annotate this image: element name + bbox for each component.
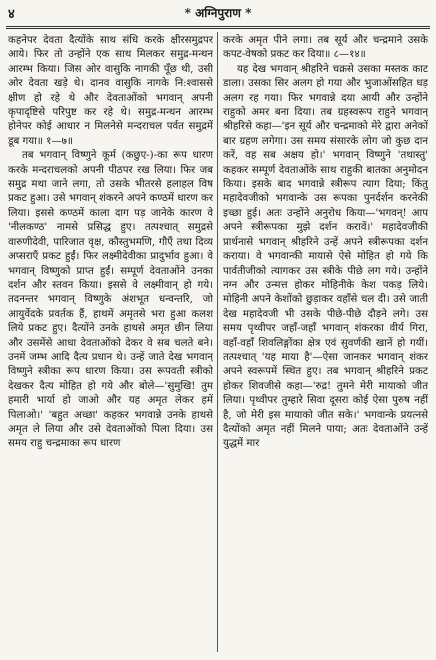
header-rule <box>6 26 430 27</box>
paragraph: तब भगवान् विष्णुने कूर्म (कछुए-)-का रूप धारण करके मन्दराचलको अपनी पीठपर रख लिया। फिर जब समुद्र मथा जाने लगा, तो उसके भीतरसे हलाहल विष प्रकट हुआ। उसे भगवान् शंकरने अपने कण्ठमें धारण कर लिया। इससे कण्ठमें काला दाग पड़ जानेके कारण वे 'नीलकण्ठ' नामसे प्रसिद्ध हुए। तत्पश्चात् समुद्रसे वारुणीदेवी, पारिजात वृक्ष, कौस्तुभमणि, गौएँ तथा दिव्य अप्सराएँ प्रकट हुईं। फिर लक्ष्मीदेवीका प्रादुर्भाव हुआ। वे भगवान् विष्णुको प्राप्त हुईं। सम्पूर्ण देवताओंने उनका दर्शन और स्तवन किया। इससे वे लक्ष्मीवान् हो गये। तदनन्तर भगवान् विष्णुके अंशभूत धन्वन्तरि, जो आयुर्वेदके प्रवर्तक हैं, हाथमें अमृतसे भरा हुआ कलश लिये प्रकट हुए। दैत्योंने उनके हाथसे अमृत छीन लिया और उसमेंसे आधा देवताओंको देकर वे सब चलते बने। उनमें जम्भ आदि दैत्य प्रधान थे। उन्हें जाते देख भगवान् विष्णुने स्त्रीका रूप धारण किया। उस रूपवती स्त्रीको देखकर दैत्य मोहित हो गये और बोले—'सुमुखि! तुम हमारी भार्या हो जाओ और यह अमृत लेकर हमें पिलाओ।' 'बहुत अच्छा' कहकर भगवान्ने उनके हाथसे अमृत ले लिया और उसे देवताओंको पिला दिया। उस समय राहु चन्द्रमाका रूप धारण <box>8 150 213 450</box>
page-number: ४ <box>8 7 15 22</box>
left-column <box>8 34 213 652</box>
paragraph: करके अमृत पीने लगा। तब सूर्य और चन्द्रमाने उसके कपट-वेषको प्रकट कर दिया॥ ८—१४॥ <box>223 35 428 61</box>
paragraph: कहनेपर देवता दैत्योंके साथ संधि करके क्षीरसमुद्रपर आये। फिर तो उन्होंने एक साथ मिलकर समुद्र-मन्थन आरम्भ किया। जिस ओर वासुकि नागकी पूँछ थी, उसी ओर देवता खड़े थे। दानव वासुकि नागके नि:श्वाससे क्षीण हो रहे थे और देवताओंको भगवान् अपनी कृपादृष्टिसे परिपुष्ट कर रहे थे। समुद्र-मन्थन आरम्भ होनेपर कोई आधार न मिलनेसे मन्दराचल पर्वत समुद्रमें डूब गया॥ १—७॥ <box>8 35 213 147</box>
header-rule-double <box>6 28 430 29</box>
page-header <box>0 0 436 24</box>
running-title: * अग्निपुराण * <box>184 6 252 20</box>
column-divider <box>217 32 218 652</box>
right-column <box>223 34 428 652</box>
paragraph: यह देख भगवान् श्रीहरिने चक्रसे उसका मस्तक काट डाला। उसका सिर अलग हो गया और भुजाओंसहित धड़ अलग रह गया। फिर भगवान्ने दया आयी और उन्होंने राहुको अमर बना दिया। तब ग्रहस्वरूप राहुने भगवान् श्रीहरिसे कहा—'इन सूर्य और चन्द्रमाको मेरे द्वारा अनेकों बार ग्रहण लगेगा। उस समय संसारके लोग जो कुछ दान करें, वह सब अक्षय हो।' भगवान् विष्णुने 'तथास्तु' कहकर सम्पूर्ण देवताओंके साथ राहुकी बातका अनुमोदन किया। इसके बाद भगवान्ने स्त्रीरूप त्याग दिया; किंतु महादेवजीको भगवान्के उस रूपका पुनर्दर्शन करनेकी इच्छा हुई। अतः उन्होंने अनुरोध किया—'भगवन्! आप अपने स्त्रीरूपका मुझे दर्शन करावें।' महादेवजीकी प्रार्थनासे भगवान् श्रीहरिने उन्हें अपने स्त्रीरूपका दर्शन कराया। वे भगवान्की मायासे ऐसे मोहित हो गये कि पार्वतीजीको त्यागकर उस स्त्रीके पीछे लग गये। उन्होंने नग्न और उन्मत्त होकर मोहिनीके केश पकड़ लिये। मोहिनी अपने केशोंको छुड़ाकर वहाँसे चल दी। उसे जाती देख महादेवजी भी उसके पीछे-पीछे दौड़ने लगे। उस समय पृथ्वीपर जहाँ-जहाँ भगवान् शंकरका वीर्य गिरा, वहाँ-वहाँ शिवलिङ्गोंका क्षेत्र एवं सुवर्णकी खानें हो गयीं। तत्पश्चात् 'यह माया है'—ऐसा जानकर भगवान् शंकर अपने स्वरूपमें स्थित हुए। तब भगवान् श्रीहरिने प्रकट होकर शिवजीसे कहा—'रुद्र! तुमने मेरी मायाको जीत लिया। पृथ्वीपर तुम्हारे सिवा दूसरा कोई ऐसा पुरुष नहीं है, जो मेरी इस मायाको जीत सके।' भगवान्के प्रयत्नसे दैत्योंको अमृत नहीं मिलने पाया; अतः देवताओंने उन्हें युद्धमें मार <box>223 63 428 450</box>
